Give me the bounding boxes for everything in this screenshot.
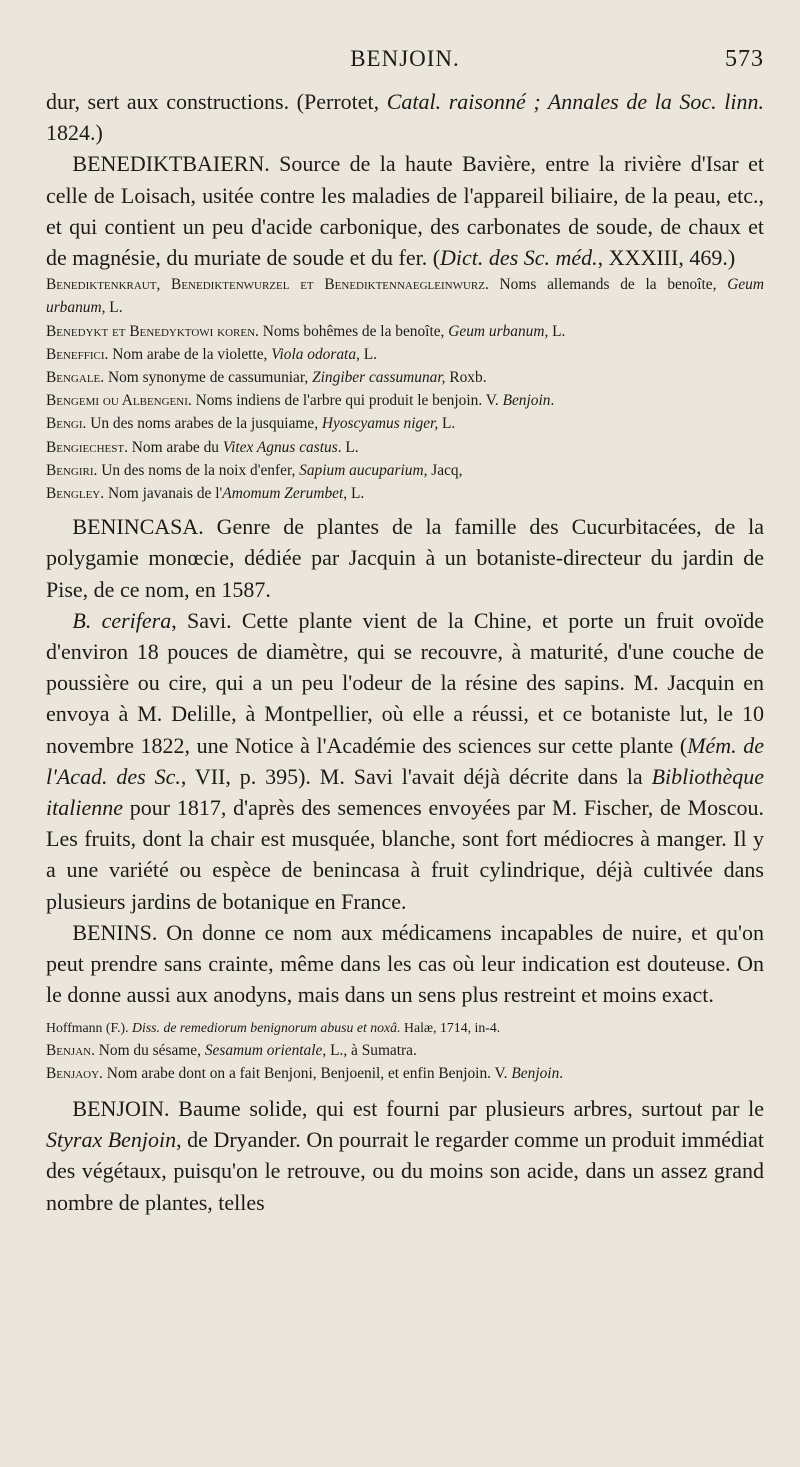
entry-benediktenkraut: Benediktenkraut, Benediktenwurzel et Benediktennaegleinwurz. Noms allemands de la benoîte, Geum urbanum, L. <box>46 276 764 317</box>
entry-benedykt: Benedykt et Benedyktowi koren. Noms bohêmes de la benoîte, Geum urbanum, L. <box>46 322 566 340</box>
entry-bengale: Bengale. Nom synonyme de cassumuniar, Zingiber cassumunar, Roxb. <box>46 369 487 387</box>
entry-beneffici: Beneffici. Nom arabe de la violette, Viola odorata, L. <box>46 345 377 363</box>
entry-b-cerifera: B. cerifera, Savi. Cette plante vient de la Chine, et porte un fruit ovoïde d'environ 18 pouces de diamètre, qui se recouvre, à maturité, d'une couche de poussière ou cire, qui a un peu l'odeur de la résine des sapins. M. Jacquin en envoya à M. Delille, à Montpellier, où elle a réussi, et ce botaniste lut, le 10 novembre 1822, une Notice à l'Académie des sciences sur cette plante (Mém. de l'Acad. des Sc., VII, p. 395). M. Savi l'avait déjà décrite dans la Bibliothèque italienne pour 1817, d'après des semences envoyées par M. Fischer, de Moscou. Les fruits, dont la chair est musquée, blanche, sont fort médiocres à manger. Il y a une variété ou espèce de benincasa à fruit cylindrique, déjà cultivée dans plusieurs jardins de botanique en France. <box>46 607 764 914</box>
entry-benjoin: BENJOIN. Baume solide, qui est fourni par plusieurs arbres, surtout par le Styrax Benjoin, de Dryander. On pourrait le regarder comme un produit immédiat des végétaux, puisqu'on le retrouve, ou du moins son acide, dans un assez grand nombre de plantes, telles <box>46 1095 764 1215</box>
headword: BENJOIN. <box>72 1095 170 1121</box>
entry-bengiri: Bengiri. Un des noms de la noix d'enfer, Sapium aucuparium, Jacq, <box>46 461 463 479</box>
headword: BENINCASA. <box>72 514 204 540</box>
headword: BENINS. <box>72 919 158 945</box>
entry-benins: BENINS. On donne ce nom aux médicamens incapables de nuire, et qu'on peut prendre sans crainte, même dans les cas où leur indication est douteuse. On le donne aussi aux anodyns, mais dans un sens plus restreint et moins exact. <box>46 919 764 1008</box>
entry-bengi: Bengi. Un des noms arabes de la jusquiame, Hyoscyamus niger, L. <box>46 415 456 433</box>
headword: BENEDIKTBAIERN. <box>72 151 270 177</box>
page-number: 573 <box>725 46 764 72</box>
entry-bengley: Bengley. Nom javanais de l'Amomum Zerumbet, L. <box>46 485 365 503</box>
header-title: BENJOIN. <box>350 46 460 71</box>
entry-benjaoy: Benjaoy. Nom arabe dont on a fait Benjoni, Benjoenil, et enfin Benjoin. V. Benjoin. <box>46 1064 564 1082</box>
entry-benincasa: BENINCASA. Genre de plantes de la famille des Cucurbitacées, de la polygamie monœcie, dédiée par Jacquin à un botaniste-directeur du jardin de Pise, de ce nom, en 1587. <box>46 514 764 602</box>
entry-bengemi: Bengemi ou Albengeni. Noms indiens de l'arbre qui produit le benjoin. V. Benjoin. <box>46 392 555 410</box>
running-header <box>46 44 764 78</box>
page-body <box>46 86 764 1218</box>
paragraph-perrotet: dur, sert aux constructions. (Perrotet, Catal. raisonné ; Annales de la Soc. linn. 1824.) <box>46 89 764 146</box>
entry-bengiechest: Bengiechest. Nom arabe du Vitex Agnus castus. L. <box>46 438 359 456</box>
reference-hoffmann: Hoffmann (F.). Diss. de remediorum benignorum abusu et noxâ. Halæ, 1714, in-4. <box>46 1019 501 1035</box>
entry-benediktbaiern: BENEDIKTBAIERN. Source de la haute Bavière, entre la rivière d'Isar et celle de Loisach, usitée contre les maladies de l'appareil biliaire, de la peau, etc., et qui contient un peu d'acide carbonique, des carbonates de soude, de chaux et de magnésie, du muriate de soude et du fer. (Dict. des Sc. méd., XXXIII, 469.) <box>46 151 764 271</box>
entry-benjan: Benjan. Nom du sésame, Sesamum orientale, L., à Sumatra. <box>46 1041 417 1059</box>
